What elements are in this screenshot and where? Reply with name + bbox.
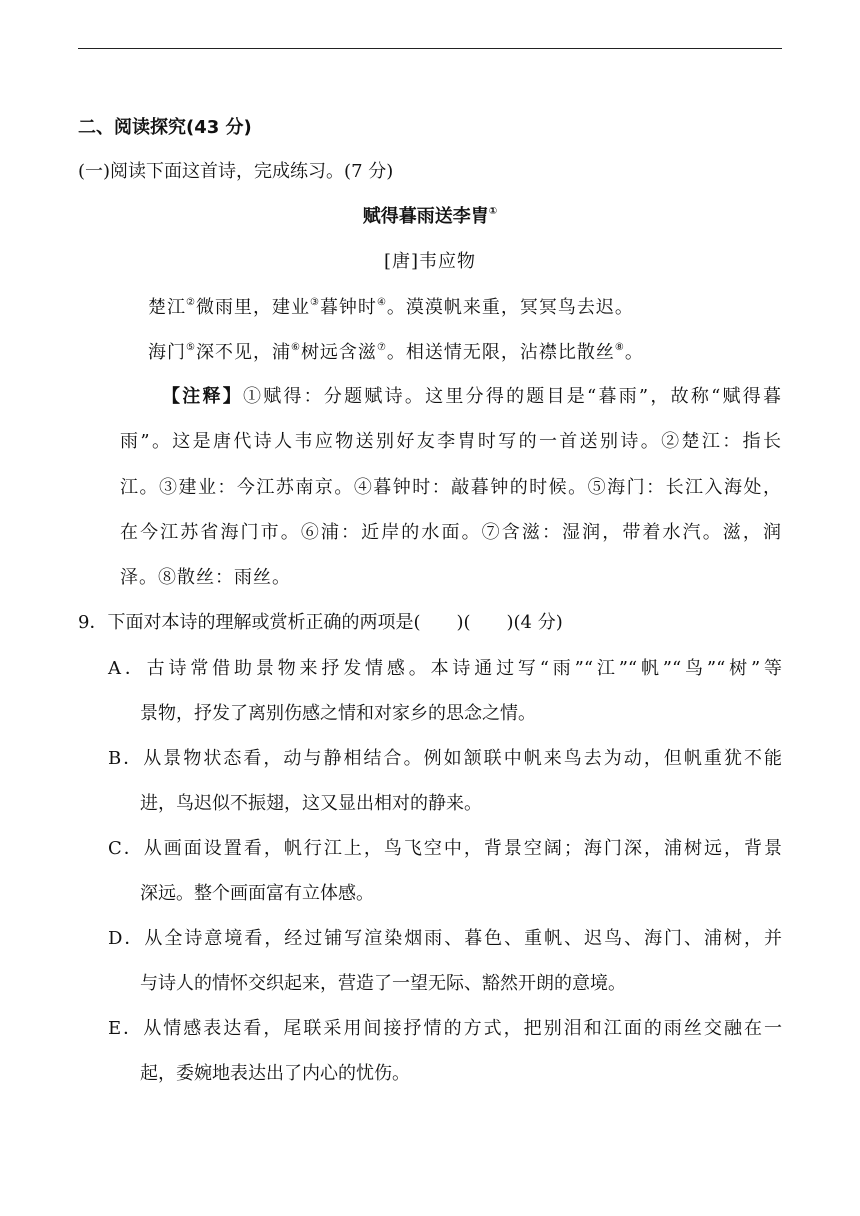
poem-text: 深不见，浦 bbox=[195, 342, 291, 363]
option-c-line-2: 深远。整个画面富有立体感。 bbox=[140, 883, 374, 904]
option-e-line-1: E．从情感表达看，尾联采用间接抒情的方式，把别泪和江面的雨丝交融在一 bbox=[108, 1018, 782, 1039]
poem-text: 。 bbox=[624, 342, 644, 363]
note-mark: ⑥ bbox=[290, 342, 301, 353]
poem-text: 微雨里，建业 bbox=[195, 297, 310, 318]
note-mark: ② bbox=[186, 297, 196, 308]
poem-text: 海门 bbox=[148, 342, 186, 363]
notes-line-5: 泽。⑧散丝：雨丝。 bbox=[120, 567, 291, 588]
notes-text: ①赋得：分题赋诗。这里分得的题目是“暮雨”，故称“赋得暮 bbox=[242, 386, 783, 407]
poem-author: [唐]韦应物 bbox=[383, 251, 477, 272]
note-mark: ⑤ bbox=[186, 342, 196, 353]
note-mark: ⑦ bbox=[376, 342, 387, 353]
option-e-line-2: 起，委婉地表达出了内心的忧伤。 bbox=[140, 1063, 410, 1084]
option-d-line-2: 与诗人的情怀交织起来，营造了一望无际、豁然开朗的意境。 bbox=[140, 973, 626, 994]
note-mark: ⑧ bbox=[614, 342, 625, 353]
note-mark: ③ bbox=[309, 297, 320, 308]
poem-text: 楚江 bbox=[148, 297, 186, 318]
option-c-line-1: C．从画面设置看，帆行江上，鸟飞空中，背景空阔；海门深，浦树远，背景 bbox=[108, 838, 782, 859]
poem-text: 树远含滋 bbox=[300, 342, 377, 363]
question-stem: 9．下面对本诗的理解或赏析正确的两项是( )( )(4 分) bbox=[78, 612, 563, 633]
section-title: 二、阅读探究(43 分) bbox=[78, 117, 252, 138]
poem-text: 暮钟时 bbox=[319, 297, 377, 318]
poem-title bbox=[78, 205, 782, 229]
poem-text: 。漠漠帆来重，冥冥鸟去迟。 bbox=[386, 297, 634, 318]
subsection-title: (一)阅读下面这首诗，完成练习。(7 分) bbox=[78, 161, 394, 182]
option-b-line-1: B．从景物状态看，动与静相结合。例如颔联中帆来鸟去为动，但帆重犹不能 bbox=[108, 748, 782, 769]
option-a-line-1: A．古诗常借助景物来抒发情感。本诗通过写“雨”“江”“帆”“鸟”“树”等 bbox=[108, 658, 782, 679]
note-mark: ④ bbox=[376, 297, 387, 308]
option-b-line-2: 进，鸟迟似不振翅，这又显出相对的静来。 bbox=[140, 793, 482, 814]
notes-line-4: 在今江苏省海门市。⑥浦：近岸的水面。⑦含滋：湿润，带着水汽。滋，润 bbox=[120, 522, 782, 543]
option-a-line-2: 景物，抒发了离别伤感之情和对家乡的思念之情。 bbox=[140, 703, 536, 724]
notes-line-3: 江。③建业：今江苏南京。④暮钟时：敲暮钟的时候。⑤海门：长江入海处， bbox=[120, 477, 782, 498]
poem-line-1 bbox=[148, 296, 634, 320]
notes-line-2: 雨”。这是唐代诗人韦应物送别好友李胄时写的一首送别诗。②楚江：指长 bbox=[120, 431, 782, 452]
poem-title-text: 赋得暮雨送李胄 bbox=[362, 206, 489, 227]
poem-line-2 bbox=[148, 341, 644, 365]
option-d-line-1: D．从全诗意境看，经过铺写渲染烟雨、暮色、重帆、迟鸟、海门、浦树，并 bbox=[108, 928, 782, 949]
notes-line-1 bbox=[162, 385, 782, 409]
poem-title-note-mark: ① bbox=[488, 206, 498, 217]
poem-text: 。相送情无限，沾襟比散丝 bbox=[386, 342, 615, 363]
header-rule bbox=[78, 48, 782, 49]
notes-label: 【注释】 bbox=[162, 386, 243, 407]
